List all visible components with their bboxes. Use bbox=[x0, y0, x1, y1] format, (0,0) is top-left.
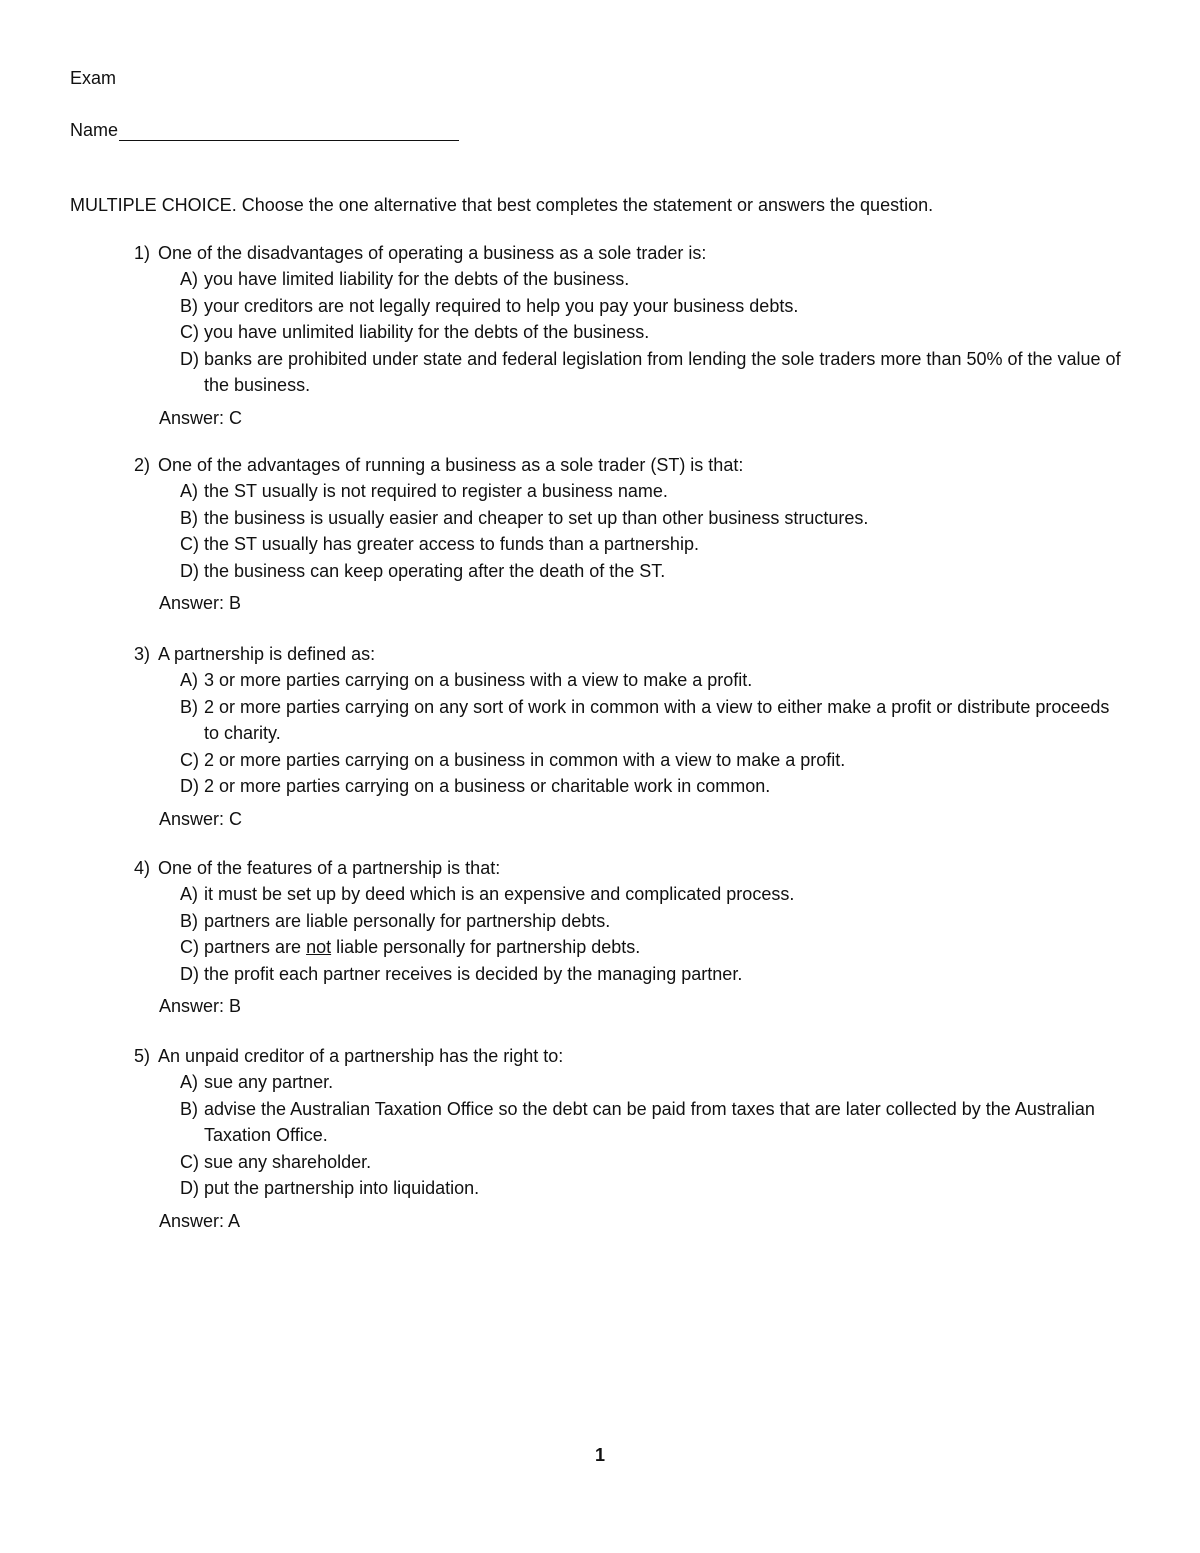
option-letter: D) bbox=[180, 560, 199, 581]
option-letter: B) bbox=[180, 507, 198, 528]
option-text: sue any partner. bbox=[204, 1072, 334, 1092]
instructions: MULTIPLE CHOICE. Choose the one alternative that best completes the statement or answers the question. bbox=[70, 195, 934, 215]
option-text: advise the Australian Taxation Office so the debt can be paid from taxes that are later collected by the Australian Taxation Office. bbox=[204, 1098, 1095, 1145]
options-list bbox=[180, 266, 1124, 399]
option-b bbox=[180, 1096, 1124, 1149]
option-text: you have limited liability for the debts of the business. bbox=[204, 269, 630, 289]
option-b bbox=[180, 505, 1124, 532]
answer-key: Answer: B bbox=[159, 593, 242, 613]
options-list bbox=[180, 1069, 1124, 1202]
option-letter: B) bbox=[180, 295, 198, 316]
option-text: 2 or more parties carrying on a business or charitable work in common. bbox=[204, 776, 771, 796]
option-c bbox=[180, 934, 1124, 961]
option-text: you have unlimited liability for the debts of the business. bbox=[204, 322, 650, 342]
option-a bbox=[180, 1069, 1124, 1096]
emphasis-not: not bbox=[306, 937, 332, 957]
option-letter: C) bbox=[180, 937, 199, 957]
option-d bbox=[180, 773, 1124, 800]
answer-key: Answer: B bbox=[159, 996, 242, 1016]
question-1 bbox=[134, 240, 1124, 431]
option-b bbox=[180, 908, 1124, 935]
option-text: 2 or more parties carrying on any sort of work in common with a view to either make a profit or distribute proceeds to charity. bbox=[204, 696, 1110, 743]
option-letter: B) bbox=[180, 910, 198, 931]
option-text-after: liable personally for partnership debts. bbox=[331, 937, 641, 957]
page-number: 1 bbox=[594, 1445, 605, 1465]
option-letter: A) bbox=[180, 884, 198, 904]
option-text: the ST usually is not required to register a business name. bbox=[204, 481, 668, 501]
option-text: 3 or more parties carrying on a business with a view to make a profit. bbox=[204, 670, 753, 690]
option-b bbox=[180, 694, 1124, 747]
question-number: 5) bbox=[134, 1046, 151, 1066]
option-letter: C) bbox=[180, 322, 199, 342]
option-text: sue any shareholder. bbox=[204, 1151, 372, 1172]
question-number: 1) bbox=[134, 243, 151, 263]
option-letter: C) bbox=[180, 749, 199, 770]
answer-key: Answer: C bbox=[159, 808, 243, 829]
option-letter: A) bbox=[180, 481, 198, 501]
option-d bbox=[180, 961, 1124, 988]
name-field bbox=[70, 120, 459, 141]
question-text: One of the disadvantages of operating a business as a sole trader is: bbox=[158, 243, 707, 263]
option-text: your creditors are not legally required to help you pay your business debts. bbox=[204, 295, 799, 316]
question-5 bbox=[134, 1043, 1124, 1234]
question-3 bbox=[134, 641, 1124, 832]
question-number: 2) bbox=[134, 455, 151, 475]
option-letter: A) bbox=[180, 1072, 198, 1092]
option-letter: A) bbox=[180, 269, 198, 289]
question-text: A partnership is defined as: bbox=[158, 644, 376, 664]
option-c bbox=[180, 319, 1124, 346]
option-c bbox=[180, 1149, 1124, 1176]
option-text: banks are prohibited under state and federal legislation from lending the sole traders more than 50% of the value of the business. bbox=[204, 348, 1121, 395]
options-list bbox=[180, 881, 1124, 987]
option-text-before: partners are bbox=[204, 937, 307, 957]
option-d bbox=[180, 558, 1124, 585]
option-b bbox=[180, 293, 1124, 320]
question-text: An unpaid creditor of a partnership has the right to: bbox=[158, 1046, 564, 1066]
option-d bbox=[180, 1175, 1124, 1202]
question-number: 3) bbox=[134, 644, 151, 664]
option-text: partners are liable personally for partnership debts. bbox=[204, 910, 611, 931]
question-number: 4) bbox=[134, 858, 151, 878]
question-text: One of the features of a partnership is that: bbox=[158, 858, 501, 878]
option-a bbox=[180, 881, 1124, 908]
option-letter: C) bbox=[180, 1151, 199, 1172]
option-a bbox=[180, 266, 1124, 293]
exam-title: Exam bbox=[70, 68, 117, 88]
option-letter: B) bbox=[180, 1098, 198, 1119]
options-list bbox=[180, 478, 1124, 584]
option-text: it must be set up by deed which is an expensive and complicated process. bbox=[204, 884, 795, 904]
option-letter: D) bbox=[180, 776, 199, 796]
question-4 bbox=[134, 855, 1124, 1019]
option-letter: A) bbox=[180, 670, 198, 690]
option-a bbox=[180, 478, 1124, 505]
option-c bbox=[180, 531, 1124, 558]
option-a bbox=[180, 667, 1124, 694]
options-list bbox=[180, 667, 1124, 800]
name-label: Name bbox=[70, 120, 119, 140]
question-2 bbox=[134, 452, 1124, 616]
option-letter: D) bbox=[180, 963, 199, 984]
question-text: One of the advantages of running a business as a sole trader (ST) is that: bbox=[158, 455, 744, 475]
option-text bbox=[204, 934, 1124, 961]
option-letter: C) bbox=[180, 534, 199, 554]
option-text: put the partnership into liquidation. bbox=[204, 1178, 480, 1198]
answer-key: Answer: A bbox=[159, 1210, 241, 1231]
option-letter: D) bbox=[180, 1178, 199, 1198]
option-c bbox=[180, 747, 1124, 774]
name-blank-line[interactable] bbox=[119, 120, 459, 141]
option-text: the ST usually has greater access to funds than a partnership. bbox=[204, 534, 699, 554]
option-d bbox=[180, 346, 1124, 399]
option-letter: D) bbox=[180, 348, 199, 369]
option-text: the business is usually easier and cheaper to set up than other business structures. bbox=[204, 507, 869, 528]
option-letter: B) bbox=[180, 696, 198, 717]
option-text: the business can keep operating after the death of the ST. bbox=[204, 560, 666, 581]
option-text: the profit each partner receives is decided by the managing partner. bbox=[204, 963, 743, 984]
answer-key: Answer: C bbox=[159, 407, 243, 428]
option-text: 2 or more parties carrying on a business in common with a view to make a profit. bbox=[204, 749, 846, 770]
